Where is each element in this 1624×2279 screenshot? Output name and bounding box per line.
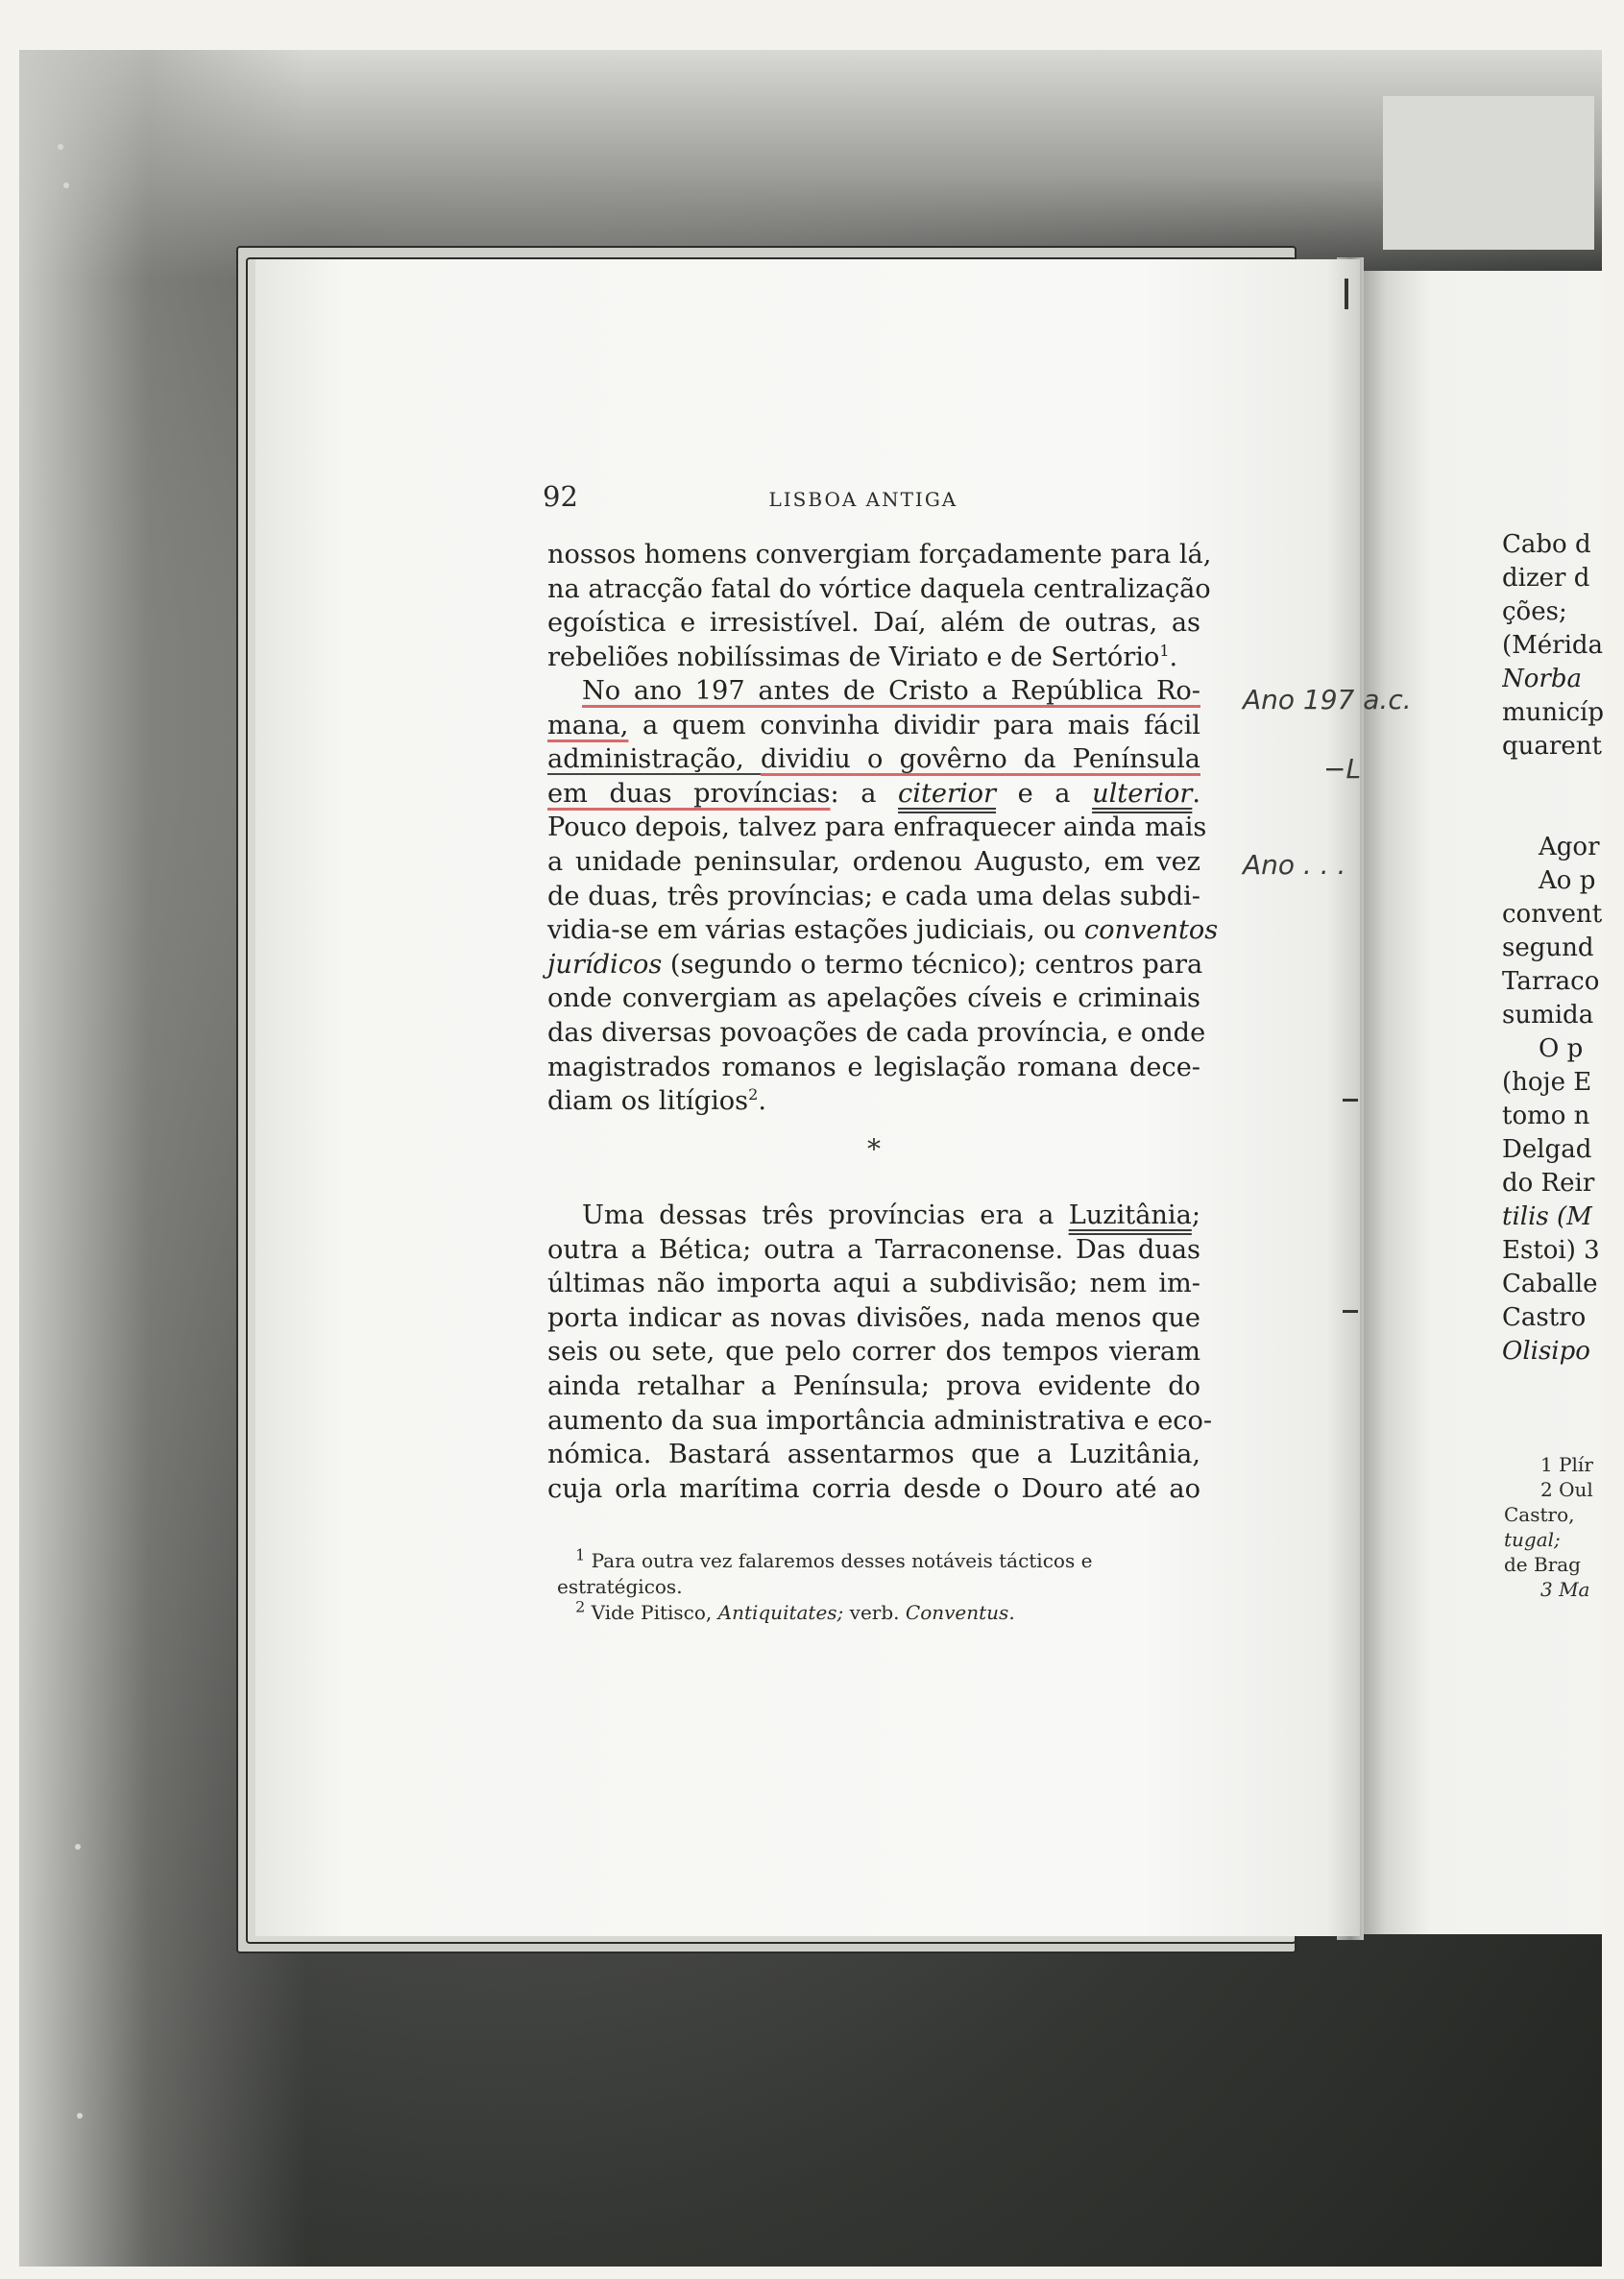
text-span: rebeliões nobilíssimas de Viriato e de Sertório <box>547 642 1160 672</box>
right-line: Castro <box>1502 1303 1587 1332</box>
text-line: de duas, três províncias; e cada uma delas subdi- <box>547 881 1200 911</box>
highlighted-text: No ano 197 antes de Cristo a República Ro- <box>582 676 1200 706</box>
right-fn-line: tugal; <box>1504 1528 1561 1551</box>
text-span: e a <box>996 778 1093 809</box>
text-line <box>547 948 1203 982</box>
footnote-marker: 1 <box>575 1545 586 1564</box>
right-line: quarent <box>1502 732 1602 761</box>
background-light-patch <box>1383 96 1594 250</box>
right-line <box>1502 797 1608 831</box>
right-line: Cabo d <box>1502 530 1591 559</box>
footnote-ref: 1 <box>1159 641 1170 660</box>
film-speck <box>75 1844 81 1850</box>
text-line <box>547 1199 1200 1233</box>
section-separator: * <box>867 1133 881 1165</box>
right-line: municíp <box>1502 698 1604 727</box>
paragraph-1 <box>547 538 1212 674</box>
text-line: diam os litígios$^2$. <box>547 1085 766 1117</box>
text-line: rebeliões nobilíssimas de Viriato e de Sertório$^1$. <box>547 641 1178 672</box>
film-speck <box>63 182 69 188</box>
text-line: nossos homens convergiam forçadamente para lá, <box>547 540 1212 570</box>
footnote-italic: Antiquitates; <box>717 1601 844 1624</box>
text-line: ainda retalhar a Península; prova evidente do <box>547 1370 1200 1401</box>
text-span: (segundo o termo técnico); centros para <box>662 949 1203 980</box>
handwritten-mark: −L <box>1323 753 1362 785</box>
text-line: porta indicar as novas divisões, nada menos que <box>547 1302 1200 1333</box>
right-page-footnotes <box>1504 1452 1608 1602</box>
text-span: a quem convinha dividir para mais fácil <box>628 710 1200 740</box>
running-head <box>543 480 957 513</box>
film-speck <box>58 144 63 150</box>
highlighted-text: em duas províncias <box>547 778 831 809</box>
text-line: magistrados romanos e legislação romana dece- <box>547 1052 1200 1082</box>
right-line: Delgad <box>1502 1135 1592 1164</box>
right-line: Estoi) 3 <box>1502 1236 1600 1265</box>
italic-term: ulterior <box>1092 778 1193 809</box>
right-line: segund <box>1502 933 1594 962</box>
page-number: 92 <box>543 480 578 513</box>
right-line: (hoje E <box>1502 1068 1592 1097</box>
right-line: tomo n <box>1502 1102 1590 1130</box>
right-line: O p <box>1539 1034 1584 1063</box>
film-speck <box>77 2113 83 2119</box>
text-line: cuja orla marítima corria desde o Douro até ao <box>547 1473 1200 1504</box>
right-line: dizer d <box>1502 564 1590 593</box>
right-fn-line: 2 Oul <box>1540 1478 1593 1501</box>
paragraph-3 <box>547 1199 1213 1506</box>
footnote-italic: Conventus. <box>905 1601 1015 1624</box>
text-line: últimas não importa aqui a subdivisão; nem im- <box>547 1269 1200 1299</box>
underlined-text: Luzitânia <box>1068 1200 1192 1230</box>
text-line: nómica. Bastará assentarmos que a Luzitânia, <box>547 1440 1200 1470</box>
gutter-tick <box>1343 1310 1358 1313</box>
right-fn-line: 1 Plír <box>1540 1453 1593 1476</box>
italic-term: jurídicos <box>547 949 663 980</box>
right-line: sumida <box>1502 1001 1594 1030</box>
right-line: ções; <box>1502 597 1567 626</box>
paragraph-2 <box>547 674 1219 1119</box>
footnote-marker: 2 <box>575 1597 586 1616</box>
gutter-tick <box>1343 1099 1358 1102</box>
text-line: egoística e irresistível. Daí, além de outras, as <box>547 608 1200 639</box>
text-line <box>547 742 1200 777</box>
right-line: Agor <box>1539 833 1600 861</box>
footnote-text: Para outra vez falaremos desses notáveis tácticos e <box>591 1549 1093 1572</box>
right-fn-line: Castro, <box>1504 1503 1575 1526</box>
text-span: diam os litígios <box>547 1086 749 1117</box>
right-line: convent <box>1502 900 1603 929</box>
text-line: a unidade peninsular, ordenou Augusto, em vez <box>547 846 1200 877</box>
text-line: seis ou sete, que pelo correr dos tempos vieram <box>547 1337 1200 1368</box>
text-line <box>547 913 1219 948</box>
right-fn-line: de Brag <box>1504 1553 1581 1576</box>
running-title: LISBOA ANTIGA <box>768 488 958 511</box>
right-line: Norba <box>1502 665 1582 693</box>
right-line <box>1502 764 1608 797</box>
highlighted-text: dividiu o govêrno da Península <box>761 744 1200 775</box>
underlined-text: administração, <box>547 744 762 775</box>
right-line: do Reir <box>1502 1169 1595 1198</box>
text-span: : a <box>830 778 899 809</box>
right-page-text <box>1502 528 1608 1369</box>
footnote-text: verb. <box>843 1601 906 1624</box>
right-line: Olisipo <box>1502 1337 1590 1366</box>
footnotes <box>557 1545 1210 1626</box>
italic-term: conventos <box>1083 915 1219 946</box>
footnote-1-cont: estratégicos. <box>557 1575 683 1598</box>
right-line: Caballe <box>1502 1270 1598 1298</box>
footnote-ref: 2 <box>748 1085 759 1104</box>
text-span: . <box>1192 778 1200 809</box>
highlighted-text: mana, <box>547 710 629 740</box>
text-line: na atracção fatal do vórtice daquela centralização <box>547 573 1211 604</box>
text-line: aumento da sua importância administrativa e eco- <box>547 1405 1213 1436</box>
text-line: outra a Bética; outra a Tarraconense. Das duas <box>547 1234 1200 1265</box>
right-line: Ao p <box>1539 866 1596 895</box>
text-line <box>547 777 1200 812</box>
right-fn-line: 3 Ma <box>1540 1578 1590 1601</box>
text-span: Uma dessas três províncias era a <box>582 1200 1069 1230</box>
gutter-tick <box>1345 279 1348 309</box>
right-line: tilis (M <box>1502 1202 1592 1231</box>
text-line: das diversas povoações de cada província, e onde <box>547 1017 1206 1048</box>
text-span: vidia-se em várias estações judiciais, ou <box>547 915 1084 946</box>
italic-term: citerior <box>898 778 997 809</box>
footnote-text: Vide Pitisco, <box>591 1601 718 1624</box>
handwritten-note-year: Ano 197 a.c. <box>1243 684 1412 715</box>
right-line: (Mérida <box>1502 631 1604 660</box>
text-line <box>547 709 1200 743</box>
handwritten-note-ano: Ano . . . <box>1243 849 1346 881</box>
footnote-2 <box>557 1597 1210 1626</box>
text-line: Pouco depois, talvez para enfraquecer ainda mais <box>547 812 1207 843</box>
text-line <box>547 674 1200 709</box>
text-line: onde convergiam as apelações cíveis e criminais <box>547 983 1200 1014</box>
right-line: Tarraco <box>1502 967 1600 996</box>
footnote-1 <box>557 1545 1210 1574</box>
text-span: ; <box>1191 1200 1200 1230</box>
